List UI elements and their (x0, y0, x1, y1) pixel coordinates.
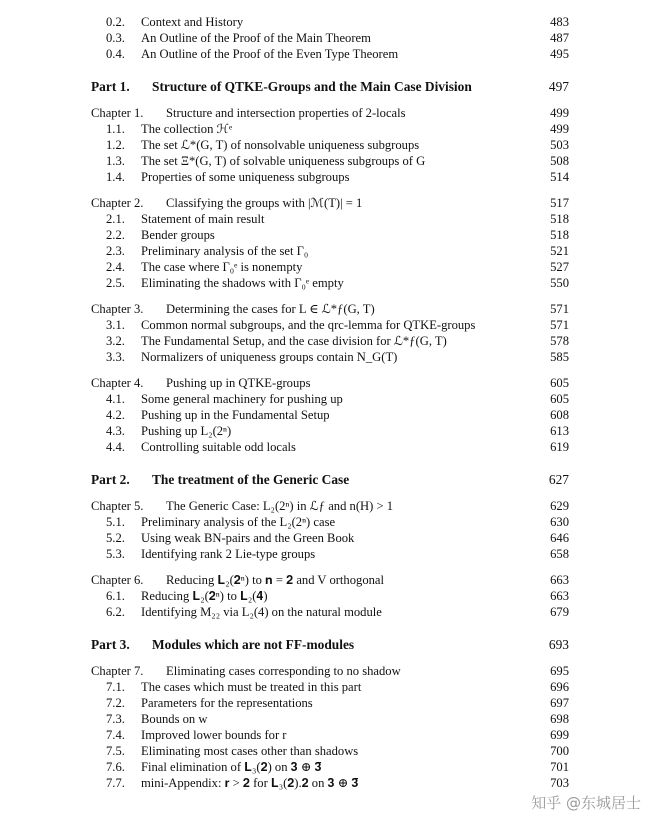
toc-section-row[interactable] (0, 775, 657, 791)
page-number: 663 (550, 573, 569, 587)
toc-section-row[interactable] (0, 546, 657, 562)
section-title: Controlling suitable odd locals (141, 440, 296, 454)
section-title: Parameters for the representations (141, 696, 313, 710)
part-label: Part 1. (91, 79, 130, 94)
spacer (0, 562, 657, 572)
page-number: 701 (550, 760, 569, 774)
toc-chapter-row[interactable] (0, 572, 657, 588)
toc-section-row[interactable] (0, 121, 657, 137)
part-title: The treatment of the Generic Case (152, 472, 350, 487)
section-title: The set ℒ*(G, T) of nonsolvable uniqueness subgroups (141, 138, 420, 152)
section-number: 0.2. (106, 15, 125, 29)
section-title: The Fundamental Setup, and the case division for ℒ*ƒ(G, T) (141, 334, 447, 348)
chapter-title: Pushing up in QTKE-groups (166, 376, 311, 390)
spacer (0, 455, 657, 471)
page-number: 499 (550, 106, 569, 120)
page-number: 658 (550, 547, 569, 561)
toc-section-row[interactable] (0, 349, 657, 365)
page-number: 605 (550, 376, 569, 390)
chapter-label: Chapter 1. (91, 106, 144, 120)
table-of-contents (0, 14, 657, 791)
page-number: 697 (550, 696, 569, 710)
toc-section-row[interactable] (0, 530, 657, 546)
page-number: 695 (550, 664, 569, 678)
page-number: 518 (550, 212, 569, 226)
chapter-title: Reducing 𝐋₂(𝟐ⁿ) to 𝐧 = 𝟐 and V orthogonal (166, 573, 385, 587)
section-title: Identifying M₂₂ via L₂(4) on the natural module (141, 605, 382, 619)
toc-chapter-row[interactable] (0, 195, 657, 211)
part-title: Modules which are not FF-modules (152, 637, 355, 652)
page-number: 508 (550, 154, 569, 168)
spacer (0, 489, 657, 498)
page-number: 578 (550, 334, 569, 348)
section-title: Bounds on w (141, 712, 208, 726)
section-number: 6.2. (106, 605, 125, 619)
section-title: The set Ξ*(G, T) of solvable uniqueness subgroups of G (141, 154, 426, 168)
page-number: 571 (550, 302, 569, 316)
section-number: 5.1. (106, 515, 125, 529)
section-title: Normalizers of uniqueness groups contain N_G(T) (141, 350, 398, 364)
section-title: Bender groups (141, 228, 215, 242)
section-number: 1.4. (106, 170, 125, 184)
page-number: 679 (550, 605, 569, 619)
page-number: 495 (550, 47, 569, 61)
page-number: 499 (550, 122, 569, 136)
page-number: 699 (550, 728, 569, 742)
toc-section-row[interactable] (0, 391, 657, 407)
spacer (0, 62, 657, 78)
section-title: Eliminating most cases other than shadows (141, 744, 359, 758)
section-number: 0.3. (106, 31, 125, 45)
page-number: 550 (550, 276, 569, 290)
toc-section-row[interactable] (0, 711, 657, 727)
section-title: Final elimination of 𝐋₃(𝟐) on 𝟑 ⊕ 𝟑̄ (141, 760, 322, 774)
spacer (0, 365, 657, 375)
section-number: 1.2. (106, 138, 125, 152)
section-number: 2.1. (106, 212, 125, 226)
section-number: 2.4. (106, 260, 125, 274)
page-number: 503 (550, 138, 569, 152)
toc-part-row[interactable] (0, 78, 657, 96)
section-number: 2.2. (106, 228, 125, 242)
section-title: Preliminary analysis of the L₂(2ⁿ) case (141, 515, 336, 529)
toc-section-row[interactable] (0, 227, 657, 243)
section-title: Properties of some uniqueness subgroups (141, 170, 350, 184)
section-number: 4.1. (106, 392, 125, 406)
chapter-label: Chapter 5. (91, 499, 144, 513)
toc-section-row[interactable] (0, 695, 657, 711)
toc-chapter-row[interactable] (0, 663, 657, 679)
page-number: 571 (550, 318, 569, 332)
page-number: 698 (550, 712, 569, 726)
toc-chapter-row[interactable] (0, 301, 657, 317)
section-title: Pushing up L₂(2ⁿ) (141, 424, 232, 438)
toc-section-row[interactable] (0, 727, 657, 743)
toc-section-row[interactable] (0, 14, 657, 30)
toc-section-row[interactable] (0, 275, 657, 291)
page-number: 517 (550, 196, 569, 210)
chapter-label: Chapter 2. (91, 196, 144, 210)
spacer (0, 654, 657, 663)
page-number: 514 (550, 170, 569, 184)
section-number: 2.3. (106, 244, 125, 258)
chapter-title: Structure and intersection properties of 2-locals (166, 106, 406, 120)
section-title: The cases which must be treated in this part (141, 680, 362, 694)
section-number: 1.1. (106, 122, 125, 136)
toc-section-row[interactable] (0, 407, 657, 423)
page-number: 487 (550, 31, 569, 45)
spacer (0, 96, 657, 105)
section-number: 7.2. (106, 696, 125, 710)
page-number: 663 (550, 589, 569, 603)
toc-section-row[interactable] (0, 243, 657, 259)
toc-section-row[interactable] (0, 259, 657, 275)
page-number: 696 (550, 680, 569, 694)
chapter-title: Classifying the groups with |ℳ(T)| = 1 (166, 196, 363, 210)
section-title: An Outline of the Proof of the Even Type Theorem (141, 47, 399, 61)
watermark: 知乎 @东城居士 (531, 794, 641, 812)
section-number: 3.1. (106, 318, 125, 332)
section-title: Improved lower bounds for r (141, 728, 287, 742)
page-number: 629 (550, 499, 569, 513)
page-number: 497 (548, 79, 569, 94)
toc-section-row[interactable] (0, 679, 657, 695)
toc-section-row[interactable] (0, 743, 657, 759)
chapter-title: The Generic Case: L₂(2ⁿ) in ℒƒ and n(H) > 1 (166, 499, 394, 513)
section-number: 7.6. (106, 760, 125, 774)
toc-section-row[interactable] (0, 514, 657, 530)
section-number: 0.4. (106, 47, 125, 61)
section-title: The case where Γ₀ᵉ is nonempty (141, 260, 303, 274)
part-title: Structure of QTKE-Groups and the Main Case Division (152, 79, 472, 94)
section-title: Statement of main result (141, 212, 265, 226)
toc-section-row[interactable] (0, 588, 657, 604)
page-number: 613 (550, 424, 569, 438)
toc-section-row[interactable] (0, 759, 657, 775)
section-title: Using weak BN-pairs and the Green Book (141, 531, 355, 545)
section-number: 7.1. (106, 680, 125, 694)
toc-chapter-row[interactable] (0, 105, 657, 121)
toc-part-row[interactable] (0, 471, 657, 489)
section-title: Identifying rank 2 Lie-type groups (141, 547, 316, 561)
section-number: 5.2. (106, 531, 125, 545)
page-number: 483 (550, 15, 569, 29)
chapter-label: Chapter 7. (91, 664, 144, 678)
page-number: 619 (550, 440, 569, 454)
page-number: 693 (548, 637, 569, 652)
spacer (0, 620, 657, 636)
section-number: 5.3. (106, 547, 125, 561)
page-number: 703 (550, 776, 569, 790)
toc-chapter-row[interactable] (0, 375, 657, 391)
section-number: 7.4. (106, 728, 125, 742)
section-title: Context and History (141, 15, 244, 29)
section-title: Eliminating the shadows with Γ₀ᵉ empty (141, 276, 344, 290)
section-number: 7.7. (106, 776, 125, 790)
part-label: Part 2. (91, 472, 130, 487)
page-number: 521 (550, 244, 569, 258)
page-number: 518 (550, 228, 569, 242)
spacer (0, 291, 657, 301)
section-title: Reducing 𝐋₂(𝟐ⁿ) to 𝐋₂(𝟒) (141, 589, 268, 603)
section-number: 4.2. (106, 408, 125, 422)
section-number: 2.5. (106, 276, 125, 290)
section-title: Preliminary analysis of the set Γ₀ (141, 244, 309, 258)
section-number: 4.3. (106, 424, 125, 438)
page-number: 527 (550, 260, 569, 274)
page-number: 646 (550, 531, 569, 545)
toc-section-row[interactable] (0, 333, 657, 349)
toc-section-row[interactable] (0, 317, 657, 333)
section-number: 6.1. (106, 589, 125, 603)
toc-section-row[interactable] (0, 439, 657, 455)
page-number: 627 (548, 472, 569, 487)
section-title: Common normal subgroups, and the qrc-lemma for QTKE-groups (141, 318, 476, 332)
toc-section-row[interactable] (0, 30, 657, 46)
toc-section-row[interactable] (0, 423, 657, 439)
toc-part-row[interactable] (0, 636, 657, 654)
page-number: 585 (550, 350, 569, 364)
section-number: 3.3. (106, 350, 125, 364)
page-number: 605 (550, 392, 569, 406)
toc-section-row[interactable] (0, 169, 657, 185)
toc-section-row[interactable] (0, 46, 657, 62)
section-title: An Outline of the Proof of the Main Theorem (141, 31, 371, 45)
part-label: Part 3. (91, 637, 130, 652)
chapter-label: Chapter 6. (91, 573, 144, 587)
page-number: 608 (550, 408, 569, 422)
page-number: 630 (550, 515, 569, 529)
chapter-label: Chapter 3. (91, 302, 144, 316)
toc-chapter-row[interactable] (0, 498, 657, 514)
section-title: Pushing up in the Fundamental Setup (141, 408, 330, 422)
chapter-title: Determining the cases for L ∈ ℒ*ƒ(G, T) (166, 302, 375, 316)
chapter-label: Chapter 4. (91, 376, 144, 390)
section-title: The collection ℋᵉ (141, 122, 233, 136)
toc-section-row[interactable] (0, 153, 657, 169)
toc-section-row[interactable] (0, 211, 657, 227)
section-number: 4.4. (106, 440, 125, 454)
section-number: 7.3. (106, 712, 125, 726)
section-number: 1.3. (106, 154, 125, 168)
page-number: 700 (550, 744, 569, 758)
toc-section-row[interactable] (0, 604, 657, 620)
chapter-title: Eliminating cases corresponding to no shadow (166, 664, 401, 678)
section-number: 7.5. (106, 744, 125, 758)
spacer (0, 185, 657, 195)
section-title: Some general machinery for pushing up (141, 392, 343, 406)
toc-section-row[interactable] (0, 137, 657, 153)
section-title: mini-Appendix: 𝐫 > 𝟐 for 𝐋₃(𝟐).𝟐 on 𝟑 ⊕ 𝟑̄ (141, 776, 359, 790)
section-number: 3.2. (106, 334, 125, 348)
